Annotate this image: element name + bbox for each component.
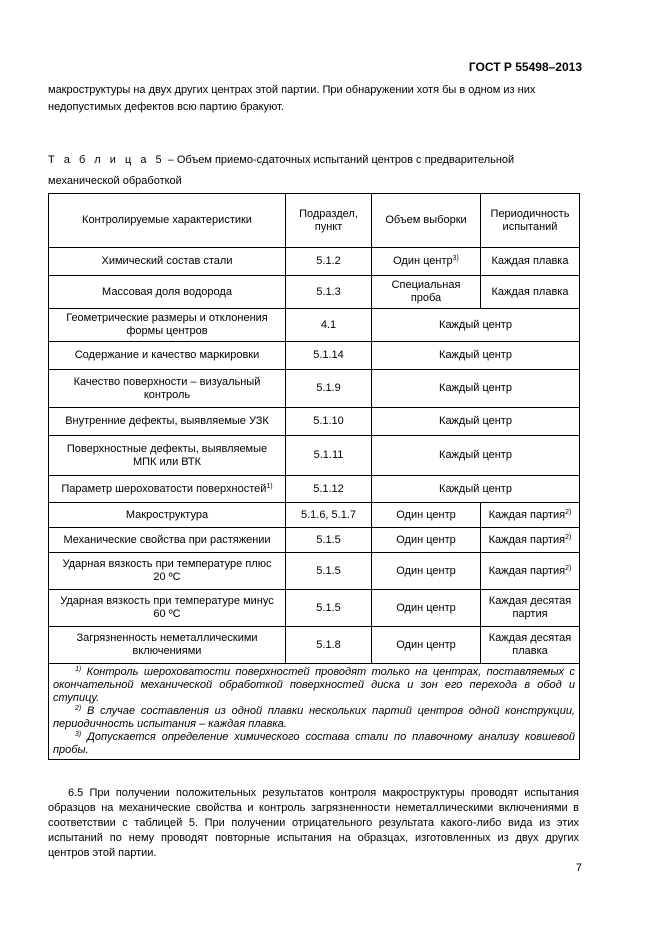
sample-text: Специальная проба (391, 279, 461, 304)
period-text: Каждая партия (488, 508, 566, 521)
period-text: Каждая десятая партия (488, 595, 572, 620)
feature-text: Параметр шероховатости поверхностей (61, 482, 267, 495)
feature-text: Содержание и качество маркировки (74, 349, 260, 361)
feature-text: Химический состав стали (101, 255, 233, 267)
footnote-ref: 2) (565, 508, 572, 516)
column-header: Объем выборки (372, 194, 481, 248)
sample-cell (372, 248, 481, 276)
table-row (49, 503, 580, 528)
period-cell (481, 248, 580, 276)
table-notes (49, 664, 580, 760)
clause-cell: 5.1.5 (286, 553, 372, 590)
footnote-ref: 1) (266, 482, 273, 490)
column-header: Периодичность испытаний (481, 194, 580, 248)
feature-text: Загрязненность неметаллическими включениями (76, 632, 258, 657)
clause-cell: 5.1.12 (286, 476, 372, 503)
table-caption (48, 150, 582, 192)
feature-cell (49, 408, 286, 436)
sample-period-cell: Каждый центр (372, 342, 580, 370)
footnote-mark: 1) (75, 666, 82, 673)
period-text: Каждая партия (488, 533, 566, 546)
intro-paragraph: макроструктуры на двух других центрах этой партии. При обнаружении хотя бы в одном из них недопустимых дефектов всю партию бракуют. (48, 84, 536, 113)
period-text: Каждая плавка (491, 255, 569, 267)
sample-cell (372, 627, 481, 664)
clause-cell: 5.1.3 (286, 276, 372, 309)
period-text: Каждая партия (488, 564, 566, 577)
clause-cell: 5.1.9 (286, 370, 372, 408)
feature-cell (49, 476, 286, 503)
period-cell (481, 528, 580, 553)
clause-cell: 5.1.11 (286, 436, 372, 476)
table-row (49, 528, 580, 553)
table-row (49, 408, 580, 436)
period-cell (481, 276, 580, 309)
sample-cell (372, 276, 481, 309)
clause-cell: 4.1 (286, 309, 372, 342)
feature-cell (49, 342, 286, 370)
period-cell (481, 590, 580, 627)
sample-period-cell: Каждый центр (372, 476, 580, 503)
sample-text: Один центр (396, 564, 456, 577)
acceptance-tests-table (48, 193, 580, 760)
sample-text: Один центр (396, 533, 456, 546)
footnote-text: Контроль шероховатости поверхностей проводят только на центрах, поставляемых с окончательной механической обработкой поверхностей диска и зон его перехода в обод и ступицу. (53, 666, 575, 704)
clause-cell: 5.1.2 (286, 248, 372, 276)
feature-text: Геометрические размеры и отклонения формы центров (66, 312, 268, 337)
feature-text: Ударная вязкость при температуре минус 60 ºС (60, 595, 274, 620)
column-header: Контролируемые характеристики (49, 194, 286, 248)
feature-text: Макроструктура (125, 508, 209, 521)
feature-cell (49, 248, 286, 276)
feature-text: Внутренние дефекты, выявляемые УЗК (65, 415, 269, 427)
sample-text: Один центр (396, 508, 456, 521)
sample-cell (372, 590, 481, 627)
table-row (49, 248, 580, 276)
period-cell (481, 503, 580, 528)
sample-cell (372, 528, 481, 553)
period-text: Каждая плавка (491, 285, 569, 298)
table-header-row (49, 194, 580, 248)
sample-text: Один центр (396, 638, 456, 651)
table-row (49, 590, 580, 627)
clause-cell: 5.1.14 (286, 342, 372, 370)
feature-cell (49, 590, 286, 627)
table-caption-label: Т а б л и ц а 5 (48, 154, 165, 166)
feature-cell (49, 528, 286, 553)
footnote-ref: 2) (565, 564, 572, 572)
feature-cell (49, 370, 286, 408)
feature-cell (49, 627, 286, 664)
footnote-ref: 3) (452, 255, 459, 262)
table-row (49, 370, 580, 408)
feature-cell (49, 276, 286, 309)
sample-period-cell: Каждый центр (372, 370, 580, 408)
feature-cell (49, 436, 286, 476)
period-cell (481, 553, 580, 590)
document-header: ГОСТ Р 55498–2013 (468, 60, 582, 74)
feature-cell (49, 503, 286, 528)
sample-cell (372, 553, 481, 590)
table-row (49, 436, 580, 476)
sample-period-cell: Каждый центр (372, 436, 580, 476)
feature-text: Механические свойства при растяжении (63, 533, 271, 546)
period-cell (481, 627, 580, 664)
table-row (49, 627, 580, 664)
feature-text: Качество поверхности – визуальный контроль (73, 375, 261, 401)
sample-text: Один центр (393, 255, 453, 267)
column-header: Подраздел, пункт (286, 194, 372, 248)
footnote-mark: 2) (75, 705, 82, 712)
sample-period-cell: Каждый центр (372, 309, 580, 342)
sample-cell (372, 503, 481, 528)
footnote-mark: 3) (75, 731, 82, 738)
table-row (49, 309, 580, 342)
sample-text: Один центр (396, 601, 456, 614)
table-row (49, 342, 580, 370)
footnote (53, 731, 575, 757)
clause-cell: 5.1.6, 5.1.7 (286, 503, 372, 528)
page-number: 7 (575, 862, 582, 874)
paragraph-6-5-text: 6.5 При получении положительных результатов контроля макроструктуры проводят испытания образцов на механические свойства и контроль загрязненности неметаллическими включениями в соответствии с таблицей 5. При получении отрицательного результата какого-либо вида из этих испытаний по нему проводят повторные испытания на образцах, изготовленных из двух других центров этой партии. (48, 787, 579, 859)
feature-text: Поверхностные дефекты, выявляемые МПК или ВТК (66, 442, 268, 468)
footnote-text: В случае составления из одной плавки нескольких партий центров одной конструкции, периодичность испытания – каждая плавка. (53, 705, 575, 730)
table-notes-row (49, 664, 580, 760)
table-caption-text: – Объем приемо-сдаточных испытаний центров с предварительной механической обработкой (48, 154, 515, 187)
clause-cell: 5.1.8 (286, 627, 372, 664)
feature-cell (49, 553, 286, 590)
feature-text: Ударная вязкость при температуре плюс 20 ºС (62, 558, 272, 583)
clause-cell: 5.1.5 (286, 528, 372, 553)
feature-text: Массовая доля водорода (102, 285, 232, 298)
table-row (49, 476, 580, 503)
footnote (53, 705, 575, 731)
feature-cell (49, 309, 286, 342)
footnote (53, 666, 575, 705)
table-row (49, 276, 580, 309)
clause-cell: 5.1.10 (286, 408, 372, 436)
footnote-ref: 2) (565, 533, 572, 541)
footnote-text: Допускается определение химического состава стали по плавочному анализу ковшевой пробы. (53, 731, 575, 756)
period-text: Каждая десятая плавка (488, 632, 572, 657)
clause-cell: 5.1.5 (286, 590, 372, 627)
paragraph-6-5 (48, 786, 579, 861)
table-row (49, 553, 580, 590)
sample-period-cell: Каждый центр (372, 408, 580, 436)
